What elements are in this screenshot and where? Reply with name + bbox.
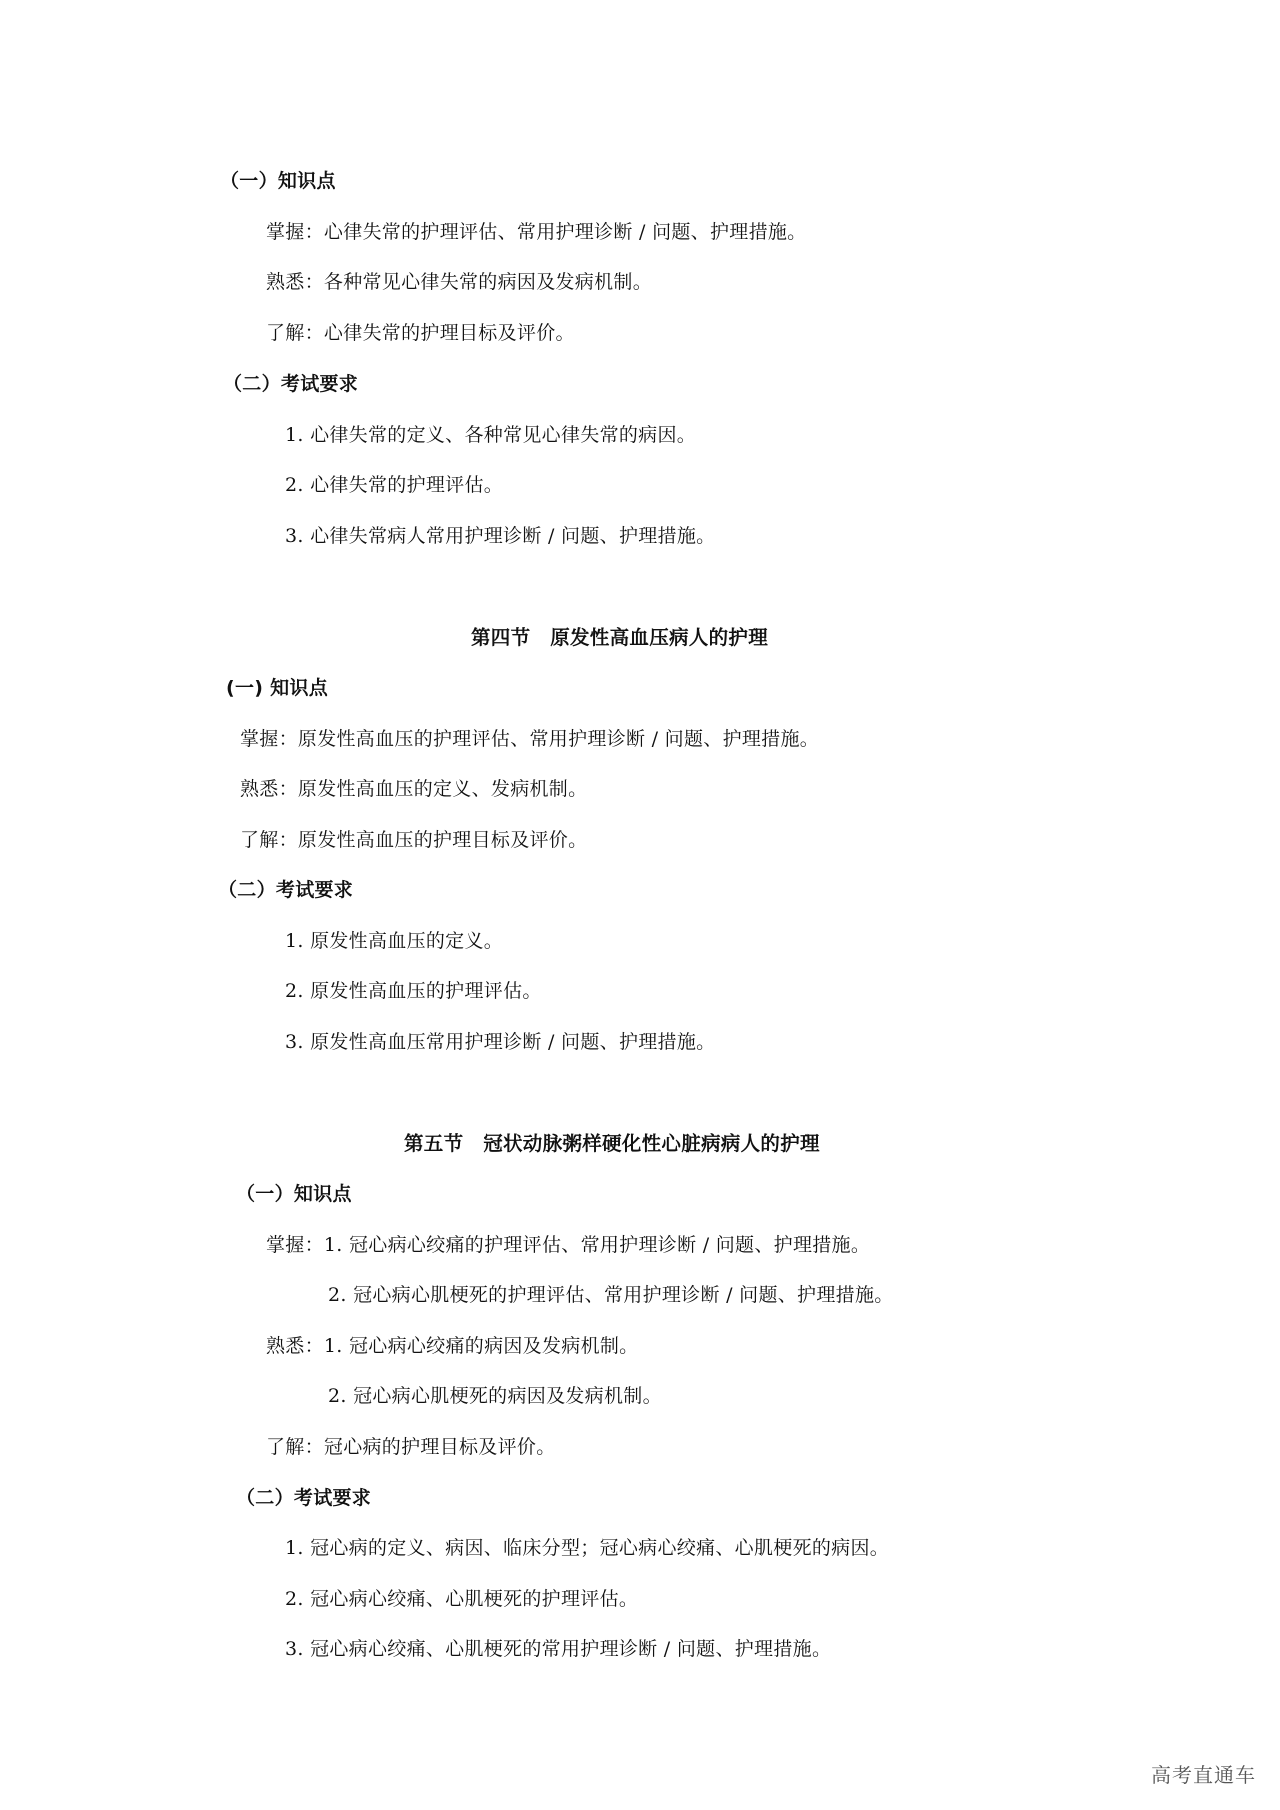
watermark: 高考直通车	[1151, 1763, 1256, 1787]
requirement-item: 1. 冠心病的定义、病因、临床分型；冠心病心绞痛、心肌梗死的病因。	[285, 1537, 890, 1559]
heading-exam-requirements: （二）考试要求	[218, 879, 354, 901]
understand-line: 了解：冠心病的护理目标及评价。	[266, 1436, 556, 1458]
requirement-item: 3. 冠心病心绞痛、心肌梗死的常用护理诊断 / 问题、护理措施。	[285, 1638, 832, 1660]
requirement-item: 1. 原发性高血压的定义。	[285, 930, 504, 952]
understand-line: 了解：原发性高血压的护理目标及评价。	[240, 829, 588, 851]
section-title: 第五节 冠状动脉粥样硬化性心脏病病人的护理	[404, 1132, 820, 1155]
understand-line: 了解：心律失常的护理目标及评价。	[266, 322, 575, 344]
familiar-line: 熟悉：1. 冠心病心绞痛的病因及发病机制。	[266, 1335, 639, 1357]
heading-knowledge-points: （一）知识点	[220, 170, 336, 192]
familiar-line-continued: 2. 冠心病心肌梗死的病因及发病机制。	[328, 1385, 662, 1407]
requirement-item: 2. 冠心病心绞痛、心肌梗死的护理评估。	[285, 1588, 639, 1610]
master-line-continued: 2. 冠心病心肌梗死的护理评估、常用护理诊断 / 问题、护理措施。	[328, 1284, 894, 1306]
requirement-item: 2. 心律失常的护理评估。	[285, 474, 504, 496]
heading-knowledge-points: (一) 知识点	[226, 677, 329, 699]
master-line: 掌握：1. 冠心病心绞痛的护理评估、常用护理诊断 / 问题、护理措施。	[266, 1234, 871, 1256]
section-title: 第四节 原发性高血压病人的护理	[471, 626, 769, 649]
requirement-item: 1. 心律失常的定义、各种常见心律失常的病因。	[285, 424, 697, 446]
familiar-line: 熟悉：原发性高血压的定义、发病机制。	[240, 778, 588, 800]
requirement-item: 3. 心律失常病人常用护理诊断 / 问题、护理措施。	[285, 525, 716, 547]
master-line: 掌握：原发性高血压的护理评估、常用护理诊断 / 问题、护理措施。	[240, 728, 820, 750]
master-line: 掌握：心律失常的护理评估、常用护理诊断 / 问题、护理措施。	[266, 221, 807, 243]
heading-exam-requirements: （二）考试要求	[223, 373, 359, 395]
familiar-line: 熟悉：各种常见心律失常的病因及发病机制。	[266, 271, 653, 293]
heading-exam-requirements: （二）考试要求	[236, 1487, 372, 1509]
requirement-item: 2. 原发性高血压的护理评估。	[285, 980, 542, 1002]
heading-knowledge-points: （一）知识点	[236, 1183, 352, 1205]
requirement-item: 3. 原发性高血压常用护理诊断 / 问题、护理措施。	[285, 1031, 716, 1053]
